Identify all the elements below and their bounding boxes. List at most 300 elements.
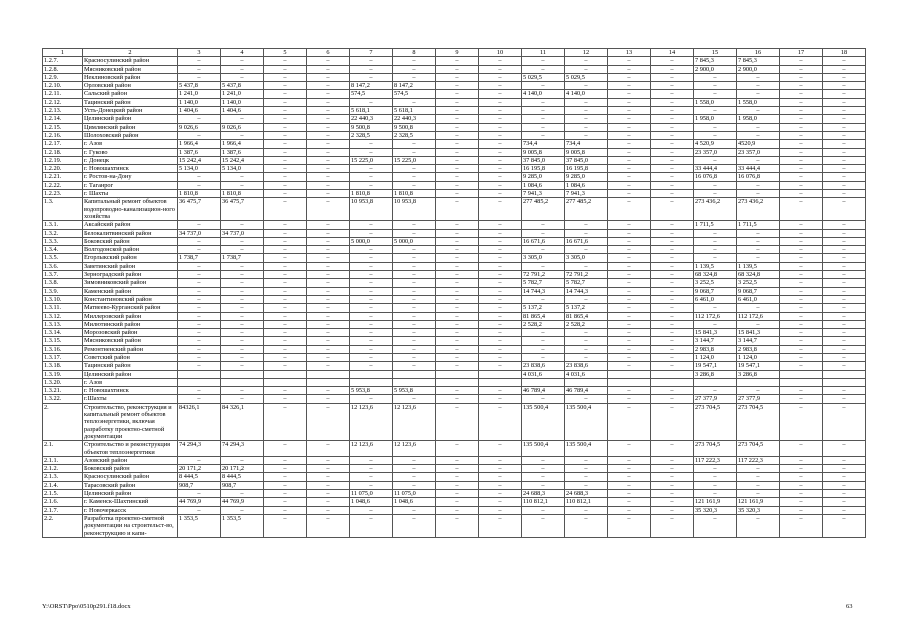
value-cell: –: [780, 181, 823, 189]
value-cell: [522, 378, 565, 386]
value-cell: 36 475,7: [178, 198, 221, 221]
value-cell: –: [651, 107, 694, 115]
value-cell: –: [264, 181, 307, 189]
row-code: 2.1.3.: [43, 473, 83, 481]
value-cell: 5 029,5: [565, 73, 608, 81]
value-cell: –: [522, 456, 565, 464]
value-cell: –: [522, 465, 565, 473]
value-cell: –: [780, 498, 823, 506]
row-name: Мясниковский район: [83, 337, 178, 345]
value-cell: –: [608, 506, 651, 514]
value-cell: –: [651, 304, 694, 312]
value-cell: –: [608, 190, 651, 198]
value-cell: [737, 378, 780, 386]
value-cell: 9 026,6: [178, 123, 221, 131]
value-cell: 135 500,4: [565, 403, 608, 440]
value-cell: –: [737, 473, 780, 481]
table-row: [43, 320, 866, 328]
value-cell: 81 865,4: [522, 312, 565, 320]
value-cell: –: [307, 295, 350, 303]
value-cell: –: [479, 271, 522, 279]
table-row: [43, 271, 866, 279]
value-cell: [823, 378, 866, 386]
value-cell: –: [780, 57, 823, 65]
value-cell: –: [780, 229, 823, 237]
value-cell: –: [436, 473, 479, 481]
value-cell: –: [608, 387, 651, 395]
value-cell: –: [608, 490, 651, 498]
value-cell: –: [565, 345, 608, 353]
value-cell: 2 983,8: [694, 345, 737, 353]
value-cell: –: [780, 107, 823, 115]
value-cell: –: [780, 395, 823, 403]
value-cell: –: [264, 90, 307, 98]
value-cell: –: [823, 271, 866, 279]
value-cell: –: [780, 320, 823, 328]
value-cell: –: [307, 490, 350, 498]
value-cell: 8 444,5: [178, 473, 221, 481]
value-cell: –: [479, 98, 522, 106]
value-cell: 1 124,0: [737, 353, 780, 361]
value-cell: –: [264, 441, 307, 457]
value-cell: –: [780, 506, 823, 514]
column-number: 18: [823, 49, 866, 57]
value-cell: 23 838,6: [522, 362, 565, 370]
value-cell: –: [694, 181, 737, 189]
value-cell: 9 500,8: [350, 123, 393, 131]
value-cell: –: [264, 107, 307, 115]
value-cell: –: [479, 131, 522, 139]
value-cell: –: [350, 181, 393, 189]
value-cell: –: [264, 140, 307, 148]
row-name: г. Шахты: [83, 190, 178, 198]
value-cell: –: [651, 473, 694, 481]
value-cell: –: [264, 481, 307, 489]
value-cell: –: [479, 320, 522, 328]
table-row: [43, 403, 866, 440]
table-row: [43, 181, 866, 189]
table-row: [43, 57, 866, 65]
row-code: 1.3.3.: [43, 237, 83, 245]
value-cell: 3 252,5: [737, 279, 780, 287]
value-cell: –: [651, 246, 694, 254]
value-cell: –: [565, 514, 608, 537]
value-cell: 5 029,5: [522, 73, 565, 81]
value-cell: –: [178, 329, 221, 337]
value-cell: 23 838,6: [565, 362, 608, 370]
value-cell: –: [221, 345, 264, 353]
value-cell: –: [737, 156, 780, 164]
value-cell: 11 075,0: [350, 490, 393, 498]
value-cell: –: [221, 173, 264, 181]
value-cell: 3 286,8: [694, 370, 737, 378]
value-cell: –: [264, 271, 307, 279]
value-cell: –: [393, 295, 436, 303]
value-cell: –: [178, 262, 221, 270]
value-cell: –: [178, 73, 221, 81]
value-cell: 7 941,3: [565, 190, 608, 198]
value-cell: –: [436, 107, 479, 115]
value-cell: –: [479, 362, 522, 370]
table-row: [43, 148, 866, 156]
table-row: [43, 198, 866, 221]
value-cell: 7 845,3: [694, 57, 737, 65]
value-cell: [436, 370, 479, 378]
row-code: 1.2.14.: [43, 115, 83, 123]
value-cell: –: [479, 107, 522, 115]
value-cell: –: [522, 65, 565, 73]
value-cell: –: [823, 82, 866, 90]
value-cell: –: [651, 156, 694, 164]
value-cell: 3 286,8: [737, 370, 780, 378]
value-cell: –: [436, 65, 479, 73]
value-cell: –: [479, 353, 522, 361]
value-cell: 5 953,8: [393, 387, 436, 395]
value-cell: –: [350, 295, 393, 303]
value-cell: –: [823, 304, 866, 312]
value-cell: 16 076,8: [737, 173, 780, 181]
value-cell: –: [694, 90, 737, 98]
value-cell: –: [393, 229, 436, 237]
value-cell: –: [479, 337, 522, 345]
value-cell: –: [651, 165, 694, 173]
value-cell: –: [651, 329, 694, 337]
value-cell: 1 810,8: [221, 190, 264, 198]
value-cell: –: [307, 190, 350, 198]
value-cell: –: [694, 246, 737, 254]
value-cell: –: [178, 490, 221, 498]
value-cell: 36 475,7: [221, 198, 264, 221]
value-cell: 3 305,0: [522, 254, 565, 262]
value-cell: –: [780, 198, 823, 221]
value-cell: –: [823, 165, 866, 173]
value-cell: 5 437,8: [221, 82, 264, 90]
value-cell: –: [264, 123, 307, 131]
value-cell: 1 711,5: [694, 221, 737, 229]
value-cell: –: [393, 140, 436, 148]
value-cell: –: [307, 165, 350, 173]
value-cell: –: [780, 98, 823, 106]
value-cell: –: [522, 98, 565, 106]
table-row: [43, 473, 866, 481]
value-cell: 3 144,7: [694, 337, 737, 345]
table-row: [43, 370, 866, 378]
value-cell: 10 953,8: [393, 198, 436, 221]
value-cell: –: [350, 279, 393, 287]
value-cell: –: [608, 320, 651, 328]
value-cell: –: [307, 131, 350, 139]
value-cell: –: [479, 190, 522, 198]
value-cell: –: [823, 287, 866, 295]
value-cell: [608, 378, 651, 386]
value-cell: –: [737, 82, 780, 90]
value-cell: –: [823, 73, 866, 81]
row-name: Неклиновский район: [83, 73, 178, 81]
value-cell: [221, 378, 264, 386]
value-cell: –: [436, 271, 479, 279]
value-cell: –: [823, 403, 866, 440]
table-row: [43, 329, 866, 337]
value-cell: –: [737, 254, 780, 262]
value-cell: –: [651, 148, 694, 156]
value-cell: –: [307, 140, 350, 148]
value-cell: –: [651, 506, 694, 514]
value-cell: –: [608, 254, 651, 262]
value-cell: –: [823, 473, 866, 481]
value-cell: –: [264, 115, 307, 123]
value-cell: –: [823, 90, 866, 98]
value-cell: –: [221, 490, 264, 498]
value-cell: –: [307, 65, 350, 73]
table-row: [43, 254, 866, 262]
row-code: 1.3.21.: [43, 387, 83, 395]
row-code: 2.1.5.: [43, 490, 83, 498]
value-cell: 1 353,5: [178, 514, 221, 537]
value-cell: –: [393, 221, 436, 229]
table-row: [43, 362, 866, 370]
value-cell: –: [264, 506, 307, 514]
value-cell: –: [264, 490, 307, 498]
value-cell: –: [651, 498, 694, 506]
value-cell: –: [436, 90, 479, 98]
value-cell: –: [479, 90, 522, 98]
value-cell: –: [608, 221, 651, 229]
value-cell: –: [350, 481, 393, 489]
value-cell: –: [737, 481, 780, 489]
value-cell: –: [608, 395, 651, 403]
table-row: [43, 221, 866, 229]
value-cell: –: [264, 403, 307, 440]
value-cell: –: [651, 490, 694, 498]
value-cell: –: [350, 312, 393, 320]
value-cell: 16 671,6: [565, 237, 608, 245]
row-name: г. Новошахтинск: [83, 387, 178, 395]
table-row: [43, 98, 866, 106]
value-cell: –: [608, 345, 651, 353]
value-cell: 68 324,8: [737, 271, 780, 279]
value-cell: –: [522, 473, 565, 481]
value-cell: –: [221, 279, 264, 287]
value-cell: –: [178, 456, 221, 464]
table-row: [43, 312, 866, 320]
value-cell: 72 791,2: [565, 271, 608, 279]
value-cell: –: [780, 254, 823, 262]
value-cell: 273 436,2: [737, 198, 780, 221]
value-cell: 9 285,0: [522, 173, 565, 181]
row-code: 1.3.6.: [43, 262, 83, 270]
value-cell: 6 461,0: [737, 295, 780, 303]
value-cell: –: [522, 329, 565, 337]
value-cell: –: [780, 362, 823, 370]
value-cell: –: [565, 82, 608, 90]
value-cell: –: [221, 181, 264, 189]
row-code: 1.2.18.: [43, 148, 83, 156]
value-cell: –: [350, 246, 393, 254]
value-cell: –: [651, 312, 694, 320]
value-cell: –: [780, 115, 823, 123]
value-cell: 20 171,2: [178, 465, 221, 473]
value-cell: –: [264, 229, 307, 237]
value-cell: –: [479, 481, 522, 489]
value-cell: –: [178, 237, 221, 245]
value-cell: –: [565, 262, 608, 270]
row-code: 1.3.5.: [43, 254, 83, 262]
value-cell: –: [436, 490, 479, 498]
value-cell: 6 461,0: [694, 295, 737, 303]
value-cell: –: [823, 498, 866, 506]
value-cell: –: [178, 353, 221, 361]
value-cell: –: [436, 353, 479, 361]
value-cell: –: [780, 279, 823, 287]
value-cell: [307, 378, 350, 386]
value-cell: –: [823, 279, 866, 287]
table-row: [43, 165, 866, 173]
table-row: [43, 73, 866, 81]
value-cell: [780, 370, 823, 378]
value-cell: –: [350, 98, 393, 106]
value-cell: [393, 370, 436, 378]
value-cell: –: [350, 173, 393, 181]
value-cell: 15 242,4: [221, 156, 264, 164]
value-cell: –: [307, 312, 350, 320]
value-cell: –: [522, 506, 565, 514]
value-cell: –: [780, 173, 823, 181]
value-cell: 14 744,3: [565, 287, 608, 295]
value-cell: –: [479, 312, 522, 320]
value-cell: –: [565, 123, 608, 131]
row-code: 2.1.6.: [43, 498, 83, 506]
value-cell: –: [737, 123, 780, 131]
value-cell: –: [608, 362, 651, 370]
table-row: [43, 107, 866, 115]
value-cell: 12 123,6: [393, 403, 436, 440]
value-cell: 4 031,6: [565, 370, 608, 378]
value-cell: –: [651, 337, 694, 345]
row-code: 2.1.1.: [43, 456, 83, 464]
value-cell: –: [307, 287, 350, 295]
table-row: [43, 90, 866, 98]
row-name: Разработка проектно-сметной документации на строительст-во, реконструкцию и капи-: [83, 514, 178, 537]
value-cell: –: [264, 320, 307, 328]
value-cell: –: [221, 65, 264, 73]
value-cell: –: [651, 345, 694, 353]
value-cell: –: [307, 90, 350, 98]
table-row: [43, 279, 866, 287]
value-cell: 10 953,8: [350, 198, 393, 221]
value-cell: –: [350, 65, 393, 73]
value-cell: –: [608, 165, 651, 173]
value-cell: –: [393, 246, 436, 254]
value-cell: –: [264, 312, 307, 320]
row-name: Красносулинский район: [83, 473, 178, 481]
value-cell: –: [393, 65, 436, 73]
value-cell: –: [479, 254, 522, 262]
row-name: г. Гуково: [83, 148, 178, 156]
value-cell: –: [264, 190, 307, 198]
value-cell: 9 005,8: [565, 148, 608, 156]
row-code: 1.3.2.: [43, 229, 83, 237]
value-cell: [479, 370, 522, 378]
row-name: г. Новошахтинск: [83, 165, 178, 173]
table-row: [43, 287, 866, 295]
value-cell: –: [178, 271, 221, 279]
value-cell: –: [436, 481, 479, 489]
value-cell: 9 500,8: [393, 123, 436, 131]
value-cell: [307, 370, 350, 378]
value-cell: –: [178, 362, 221, 370]
value-cell: –: [436, 287, 479, 295]
value-cell: –: [393, 473, 436, 481]
value-cell: –: [307, 181, 350, 189]
value-cell: –: [264, 387, 307, 395]
value-cell: –: [694, 481, 737, 489]
row-code: 2.1.7.: [43, 506, 83, 514]
value-cell: –: [350, 148, 393, 156]
value-cell: –: [608, 337, 651, 345]
value-cell: –: [522, 481, 565, 489]
value-cell: 33 444,4: [737, 165, 780, 173]
value-cell: –: [307, 279, 350, 287]
column-number: 6: [307, 49, 350, 57]
value-cell: 5 437,8: [178, 82, 221, 90]
value-cell: –: [178, 57, 221, 65]
row-name: Советский район: [83, 353, 178, 361]
column-number: 15: [694, 49, 737, 57]
value-cell: –: [823, 131, 866, 139]
value-cell: 5 000,0: [393, 237, 436, 245]
value-cell: –: [780, 481, 823, 489]
value-cell: 1 139,5: [737, 262, 780, 270]
value-cell: 1 810,8: [393, 190, 436, 198]
column-number: 2: [83, 49, 178, 57]
row-code: 1.3.1.: [43, 221, 83, 229]
value-cell: –: [651, 387, 694, 395]
value-cell: –: [608, 403, 651, 440]
value-cell: –: [307, 498, 350, 506]
value-cell: 2 983,8: [737, 345, 780, 353]
value-cell: –: [608, 115, 651, 123]
value-cell: 1 139,5: [694, 262, 737, 270]
row-name: Зимовниковский район: [83, 279, 178, 287]
value-cell: 15 242,4: [178, 156, 221, 164]
value-cell: –: [522, 246, 565, 254]
value-cell: –: [780, 246, 823, 254]
value-cell: [264, 378, 307, 386]
value-cell: –: [436, 57, 479, 65]
value-cell: –: [479, 73, 522, 81]
value-cell: –: [565, 229, 608, 237]
value-cell: –: [264, 82, 307, 90]
value-cell: –: [221, 131, 264, 139]
row-name: г. Ростов-на-Дону: [83, 173, 178, 181]
value-cell: –: [479, 65, 522, 73]
value-cell: –: [737, 387, 780, 395]
value-cell: –: [479, 123, 522, 131]
row-code: 1.2.12.: [43, 98, 83, 106]
value-cell: –: [307, 473, 350, 481]
table-row: [43, 115, 866, 123]
value-cell: –: [178, 221, 221, 229]
value-cell: 2 528,2: [522, 320, 565, 328]
value-cell: –: [350, 345, 393, 353]
value-cell: –: [780, 490, 823, 498]
value-cell: –: [436, 345, 479, 353]
value-cell: –: [737, 181, 780, 189]
value-cell: [178, 370, 221, 378]
value-cell: 35 320,3: [737, 506, 780, 514]
value-cell: [565, 378, 608, 386]
value-cell: –: [608, 73, 651, 81]
